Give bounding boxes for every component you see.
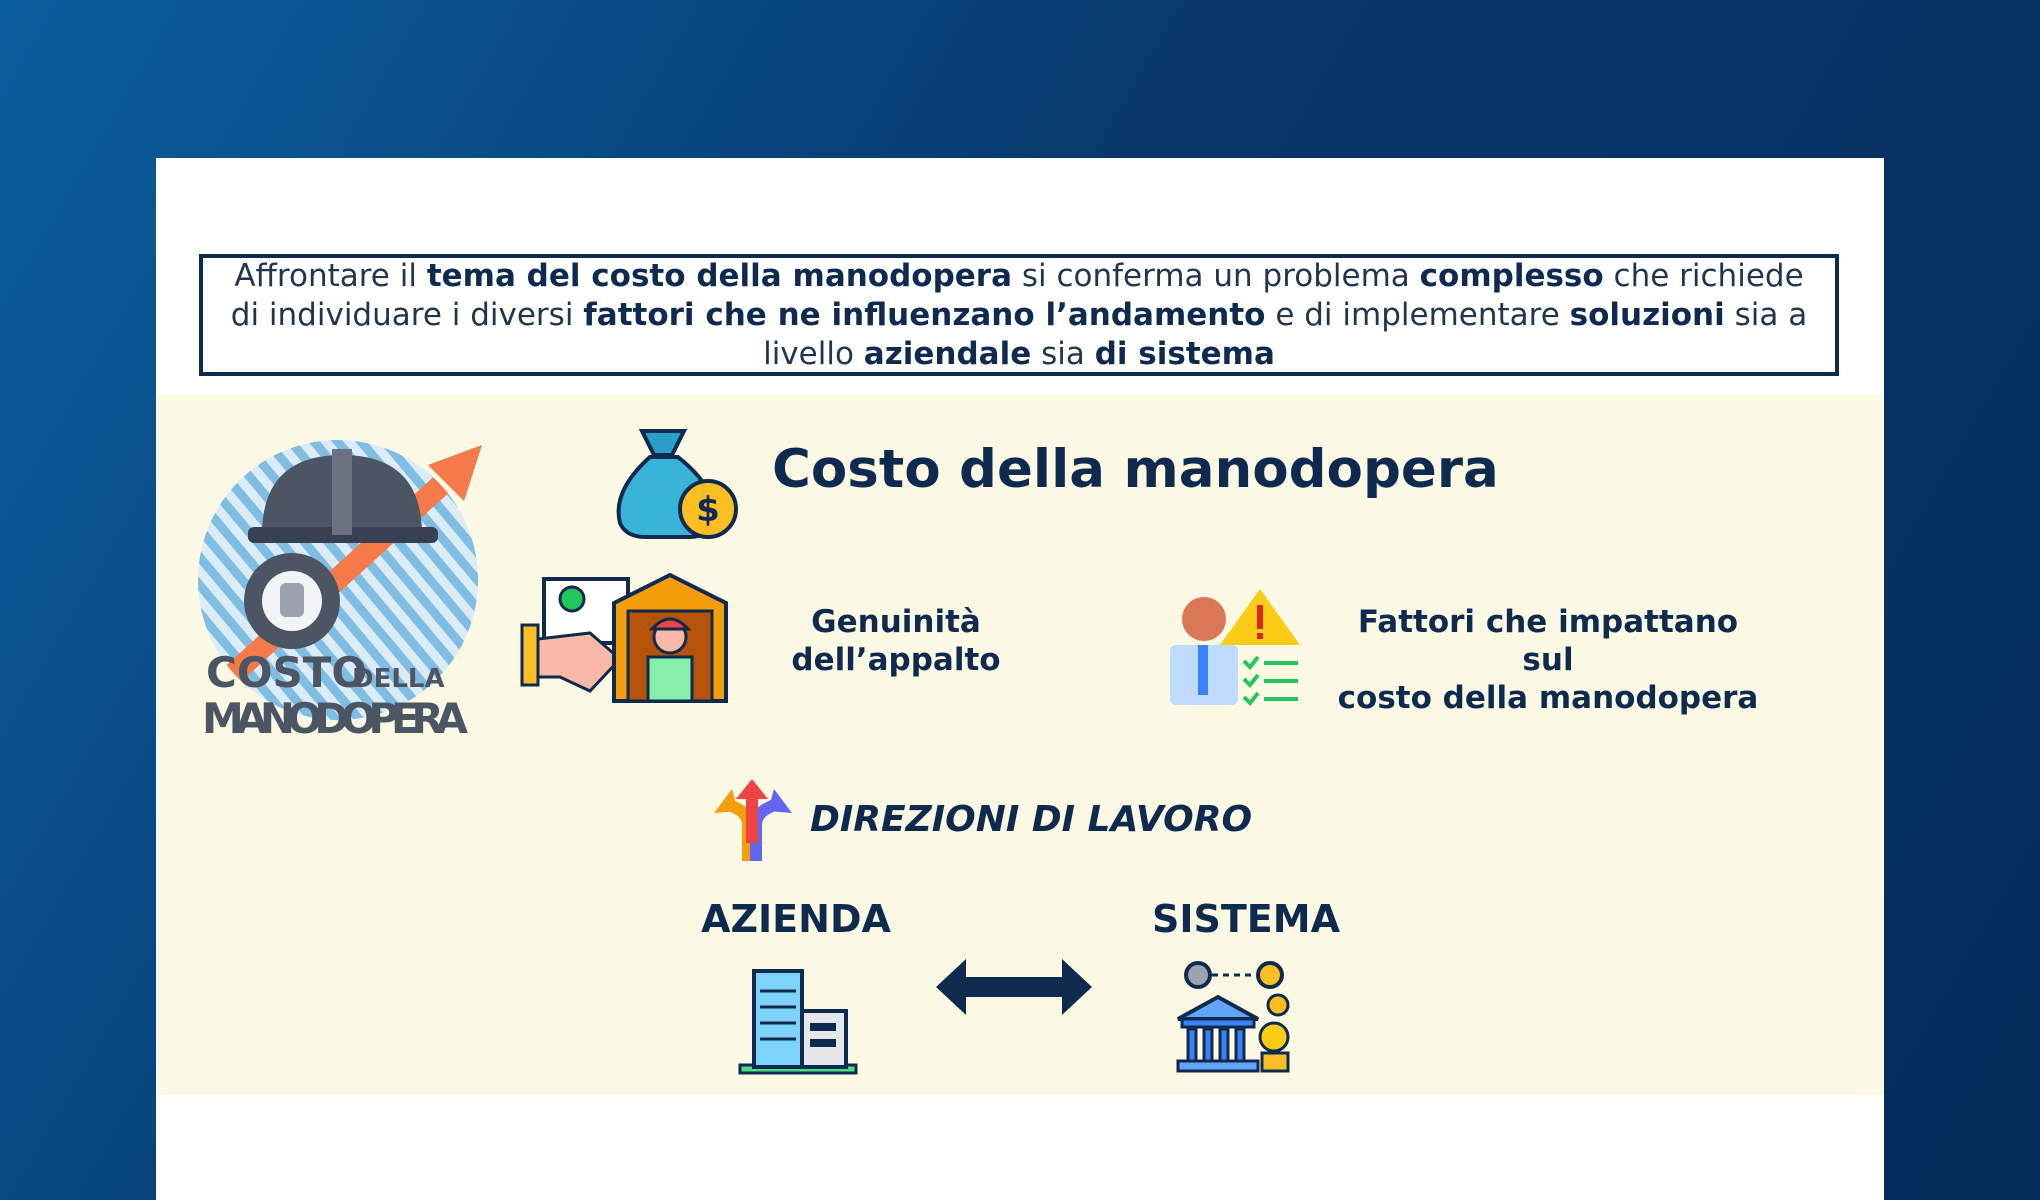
genuinita-label-line1: Genuinità [811,604,981,640]
hard-hat-gear-arrow-logo-icon [192,415,502,745]
intro-text-bold: complesso [1419,257,1604,294]
intro-text-bold: tema del costo della manodopera [426,257,1013,294]
person-warning-checklist-icon [1164,587,1304,707]
intro-text-part: che richiede di individuare i diversi [230,257,1804,333]
genuinita-label [756,603,1036,679]
intro-text-part: si conferma un problema [1012,257,1420,294]
svg-text:MANODOPERA: MANODOPERA [202,694,468,743]
svg-text:$: $ [696,490,720,530]
azienda-label: AZIENDA [701,897,891,941]
handshake-worker-icon [520,573,742,707]
intro-text-part: e di implementare [1265,296,1570,333]
sistema-label: SISTEMA [1152,897,1340,941]
money-bag-icon [606,411,746,551]
intro-text-bold: fattori che ne influenzano l’andamento [583,296,1266,333]
fattori-label-line1: Fattori che impattano sul [1357,604,1739,678]
content-panel [156,395,1884,1095]
svg-text:COSTO: COSTO [206,648,368,697]
split-arrows-icon [712,779,796,863]
intro-text-part: sia a livello [763,296,1808,372]
genuinita-label-line2: dell’appalto [791,642,1001,678]
intro-text-part: sia [1031,335,1095,372]
office-building-icon [736,961,860,1075]
fattori-label [1328,603,1768,717]
intro-text-bold: soluzioni [1569,296,1725,333]
intro-box [199,254,1839,376]
costo-manodopera-logo [192,415,502,745]
bank-gears-icon [1176,955,1300,1075]
main-title: Costo della manodopera [772,439,1499,500]
intro-text-bold: di sistema [1094,335,1275,372]
intro-text [223,257,1815,374]
intro-text-part: Affrontare il [234,257,427,294]
direzioni-label: DIREZIONI DI LAVORO [810,799,1253,840]
double-arrow-icon [936,957,1092,1017]
slide [156,158,1884,1200]
fattori-label-line2: costo della manodopera [1337,680,1759,716]
intro-text-bold: aziendale [863,335,1032,372]
svg-text:DELLA: DELLA [352,664,445,694]
